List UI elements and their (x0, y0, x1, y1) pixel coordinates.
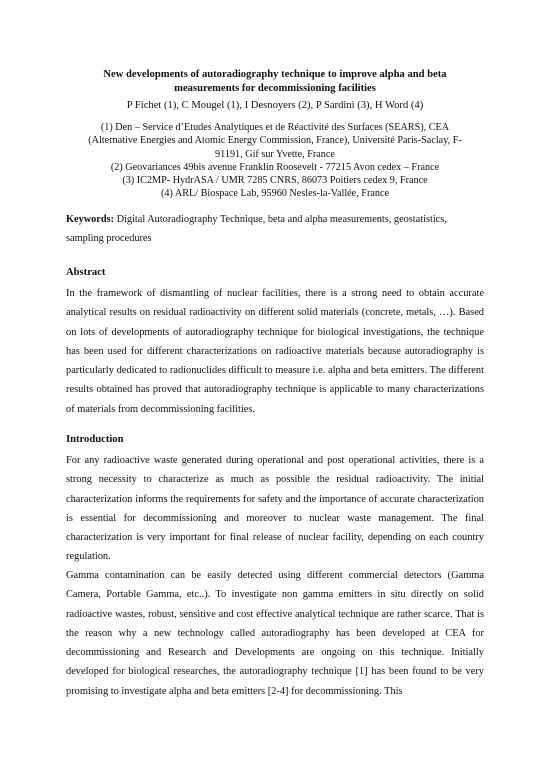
affiliation-list (88, 121, 462, 201)
abstract-paragraph: In the framework of dismantling of nuclear facilities, there is a strong need to obtain accurate analytical results on residual radioactivity on different solid materials (concrete, metals, …). Based on lots of developments of autoradiography technique for biological investigations, the technique has been used for different characterizations on radioactive materials because autoradiography is particularly dedicated to radionuclides difficult to measure i.e. alpha and beta emitters. The different results obtained has proved that autoradiography technique is applicable to many characterizations of materials from decommissioning facilities. (66, 288, 484, 415)
introduction-heading: Introduction (66, 434, 124, 445)
keywords-label: Keywords: (66, 214, 115, 225)
paper-title: New developments of autoradiography technique to improve alpha and beta measurements for decommissioning facilities (103, 69, 447, 94)
keywords-text: Digital Autoradiography Technique, beta and alpha measurements, geostatistics, sampling procedures (66, 214, 447, 244)
author-list: P Fichet (1), C Mougel (1), I Desnoyers (2), P Sardini (3), H Word (4) (126, 100, 424, 111)
affiliation-2: (2) Geovariances 49bis avenue Franklin Roosevelt - 77215 Avon cedex – France (110, 161, 440, 173)
introduction-paragraph-2: Gamma contamination can be easily detected using different commercial detectors (Gamma Camera, Portable Gamma, etc..). To investigate non gamma emitters in situ directly on solid radioactive wastes, robust, sensitive and cost effective analytical technique are rather scarce. That is the reason why a new technology called autoradiography has been developed at CEA for decommissioning and Research and Developments are ongoing on this technique. Initially developed for biological researches, the autoradiography technique [1] has been found to be very promising to investigate alpha and beta emitters [2-4] for decommissioning. This (66, 570, 484, 697)
affiliation-3: (3) IC2MP- HydrASA / UMR 7285 CNRS, 86073 Poitiers cedex 9, France (122, 175, 428, 187)
abstract-heading: Abstract (66, 267, 106, 278)
introduction-paragraph-1: For any radioactive waste generated during operational and post operational activities, there is a strong necessity to characterize as much as possible the residual radioactivity. The initial characterization informs the requirements for safety and the importance of accurate characterization is essential for decommissioning and moreover to nuclear waste management. The final characterization is very important for final release of nuclear facility, depending on each country regulation. (66, 455, 484, 563)
affiliation-1: (1) Den – Service d’Etudes Analytiques et de Réactivité des Surfaces (SEARS), CEA (Alternative Energies and Atomic Energy Commission, France), Université Paris-Saclay, F-91191, Gif sur Yvette, France (88, 122, 462, 160)
affiliation-4: (4) ARL/ Biospace Lab, 95960 Nesles-la-Vallée, France (160, 188, 389, 200)
keywords (66, 210, 486, 248)
